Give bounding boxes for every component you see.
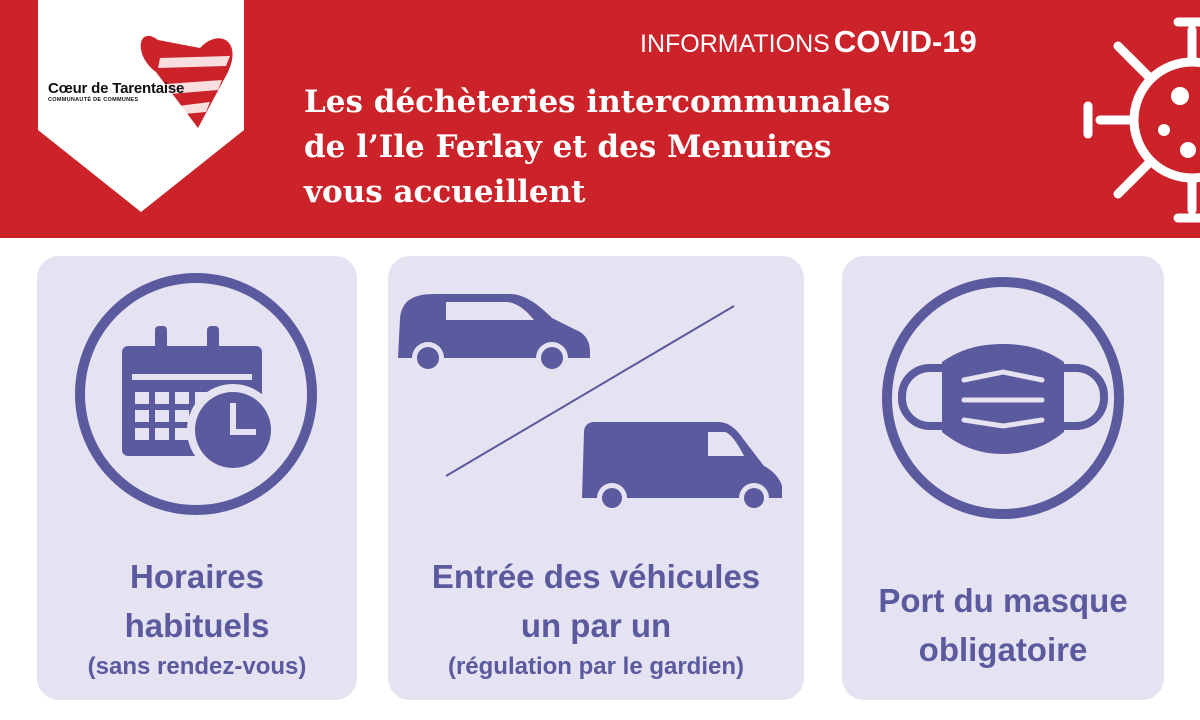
logo-wordmark: [48, 80, 184, 103]
card-vehicle-entry-title-1: Entrée des véhicules: [431, 558, 761, 595]
headline-line-1: Les déchèteries intercommunales: [304, 84, 891, 120]
card-opening-hours: [37, 256, 357, 700]
headline-line-2: de l’Ile Ferlay et des Menuires: [304, 129, 832, 165]
headline-line-3: vous accueillent: [304, 174, 586, 210]
calendar-clock-icon: [37, 256, 357, 546]
car-icon: [398, 294, 590, 374]
van-icon: [582, 422, 782, 513]
virus-icon: [1072, 10, 1200, 230]
header-banner: [0, 0, 1200, 238]
card-mask-required-title-2: obligatoire: [918, 631, 1088, 668]
info-kicker: [640, 24, 977, 60]
headline: [304, 80, 890, 215]
card-opening-hours-text: [37, 552, 357, 684]
card-vehicle-entry-text: [388, 552, 804, 684]
card-vehicle-entry-note: (régulation par le gardien): [447, 653, 745, 680]
logo-badge: [38, 0, 244, 212]
card-opening-hours-note: (sans rendez-vous): [87, 653, 307, 680]
card-opening-hours-title-2: habituels: [124, 607, 270, 644]
card-opening-hours-title-1: Horaires: [130, 558, 264, 595]
face-mask-icon: [842, 256, 1164, 546]
logo-subtitle: COMMUNAUTÉ DE COMMUNES: [48, 97, 139, 103]
card-mask-required: [842, 256, 1164, 700]
kicker-light: INFORMATIONS: [640, 30, 830, 58]
card-vehicle-entry-title-2: un par un: [520, 607, 672, 644]
car-van-icon: [388, 256, 804, 526]
kicker-bold: COVID-19: [833, 24, 977, 59]
card-mask-required-text: [842, 576, 1164, 674]
card-vehicle-entry: [388, 256, 804, 700]
logo-name: Cœur de Tarentaise: [48, 80, 185, 97]
card-mask-required-title-1: Port du masque: [878, 582, 1128, 619]
